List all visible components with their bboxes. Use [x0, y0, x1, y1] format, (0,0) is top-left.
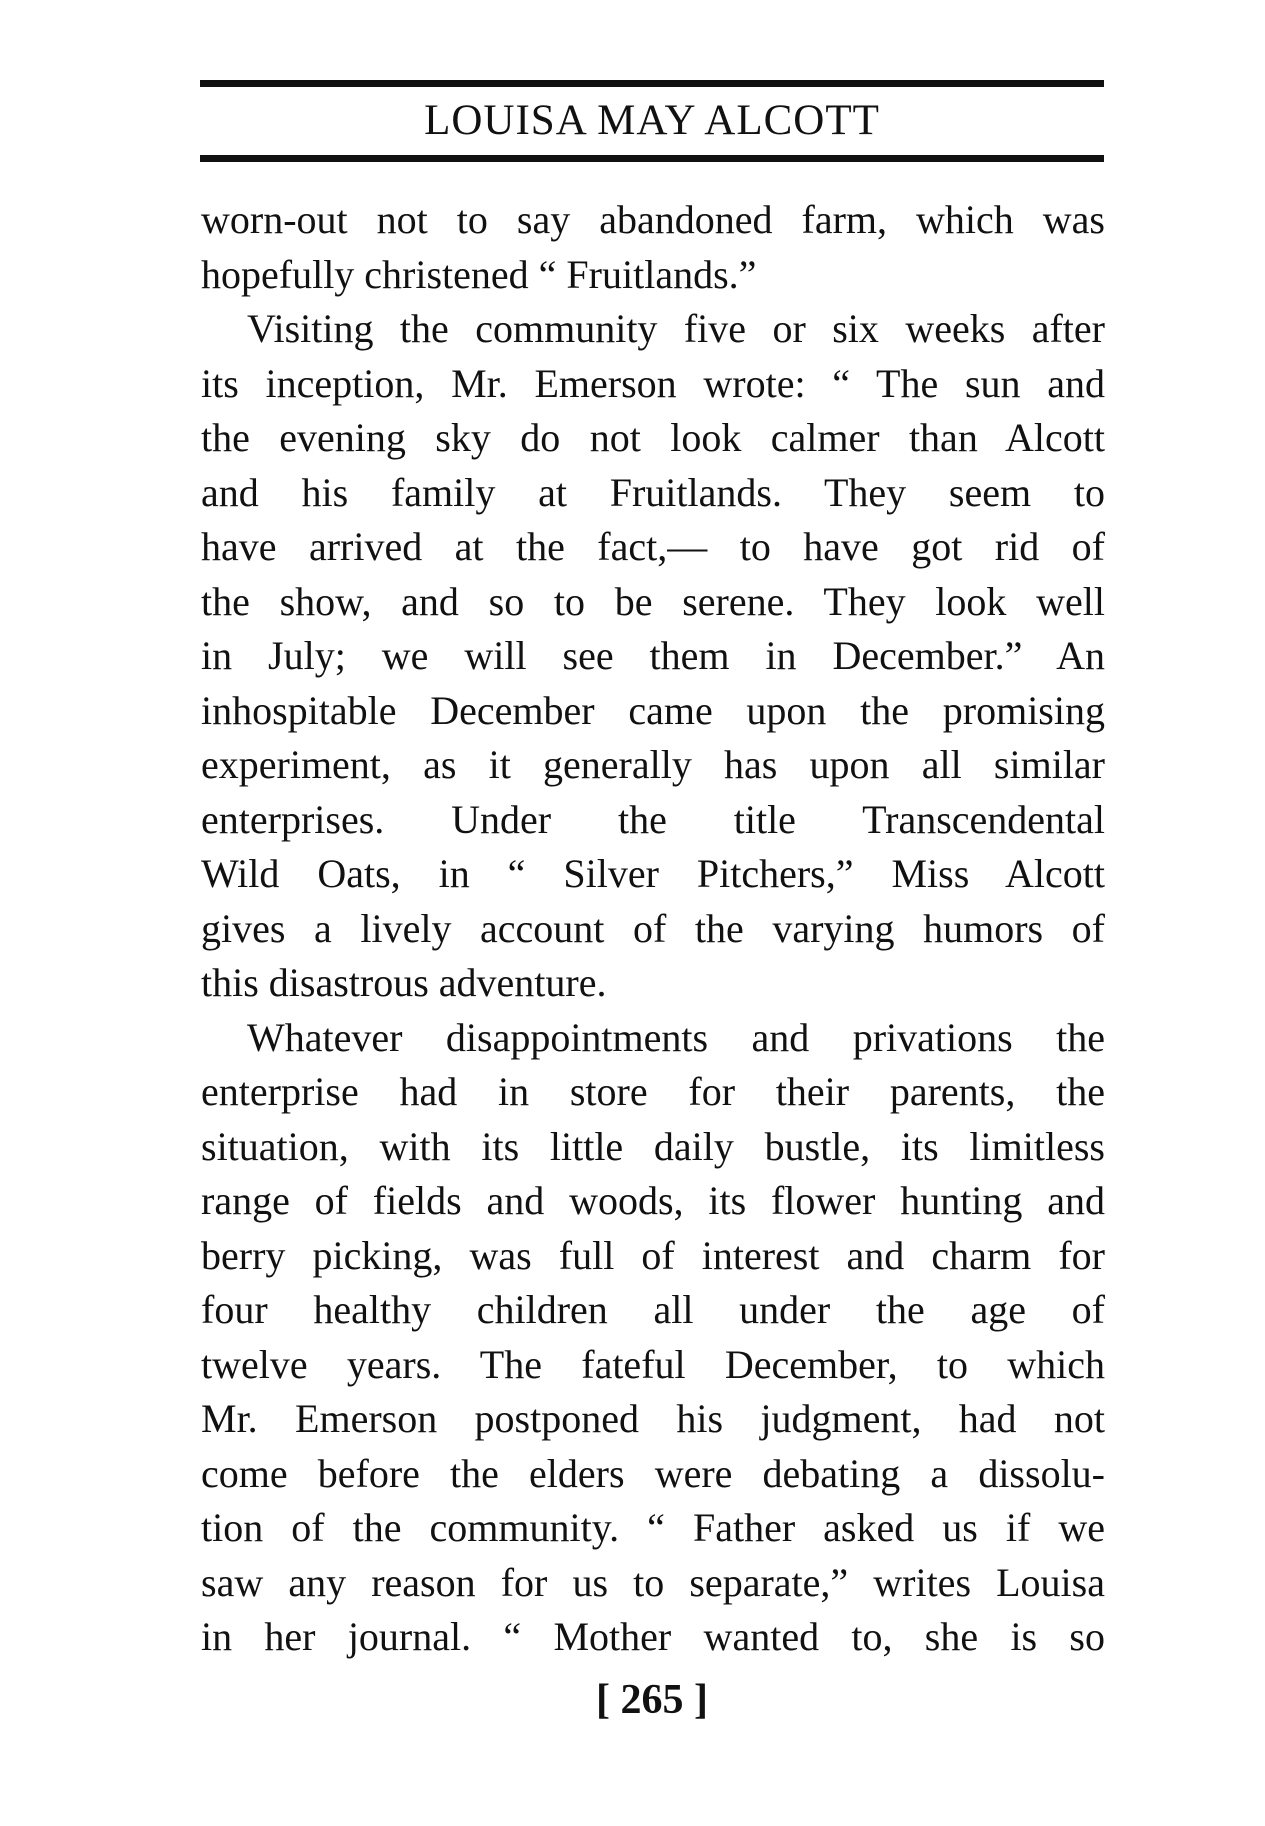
- text-line: Wild Oats, in “ Silver Pitchers,” Miss Alcott: [201, 851, 1105, 896]
- text-line: range of fields and woods, its flower hunting and: [201, 1178, 1105, 1223]
- text-line: this disastrous adventure.: [201, 960, 607, 1005]
- text-line: worn-out not to say abandoned farm, which was: [201, 197, 1105, 242]
- text-line: in July; we will see them in December.” An: [201, 633, 1105, 678]
- text-line: twelve years. The fateful December, to which: [201, 1341, 1105, 1387]
- text-line: hopefully christened “ Fruitlands.”: [201, 251, 757, 297]
- text-line: and his family at Fruitlands. They seem to: [201, 469, 1105, 515]
- text-line: gives a lively account of the varying humors of: [201, 905, 1105, 951]
- text-line: its inception, Mr. Emerson wrote: “ The sun and: [201, 360, 1105, 406]
- text-line: enterprises. Under the title Transcendental: [201, 796, 1105, 842]
- text-line: the show, and so to be serene. They look well: [201, 578, 1105, 624]
- header-rule-top: [200, 80, 1104, 87]
- text-line: the evening sky do not look calmer than Alcott: [201, 415, 1105, 460]
- text-line: situation, with its little daily bustle, its limitless: [201, 1123, 1105, 1169]
- text-line: berry picking, was full of interest and charm for: [201, 1232, 1105, 1278]
- text-line: Visiting the community five or six weeks after: [247, 306, 1105, 351]
- text-line: saw any reason for us to separate,” writes Louisa: [201, 1559, 1105, 1605]
- text-line: tion of the community. “ Father asked us if we: [201, 1505, 1105, 1550]
- body-text: [201, 193, 1105, 1665]
- text-line: inhospitable December came upon the promising: [201, 687, 1105, 733]
- text-line: experiment, as it generally has upon all similar: [201, 742, 1105, 787]
- text-line: come before the elders were debating a dissolu-: [201, 1450, 1105, 1496]
- text-line: in her journal. “ Mother wanted to, she is so: [201, 1614, 1105, 1659]
- text-line: have arrived at the fact,— to have got rid of: [201, 524, 1105, 569]
- text-line: enterprise had in store for their parents, the: [201, 1069, 1105, 1114]
- text-line: Mr. Emerson postponed his judgment, had not: [201, 1396, 1105, 1441]
- header-rule-bottom: [200, 155, 1104, 162]
- text-line: Whatever disappointments and privations the: [247, 1014, 1105, 1060]
- page-number: [ 265 ]: [596, 1677, 708, 1723]
- running-title: LOUISA MAY ALCOTT: [424, 97, 880, 144]
- text-line: four healthy children all under the age of: [201, 1287, 1105, 1332]
